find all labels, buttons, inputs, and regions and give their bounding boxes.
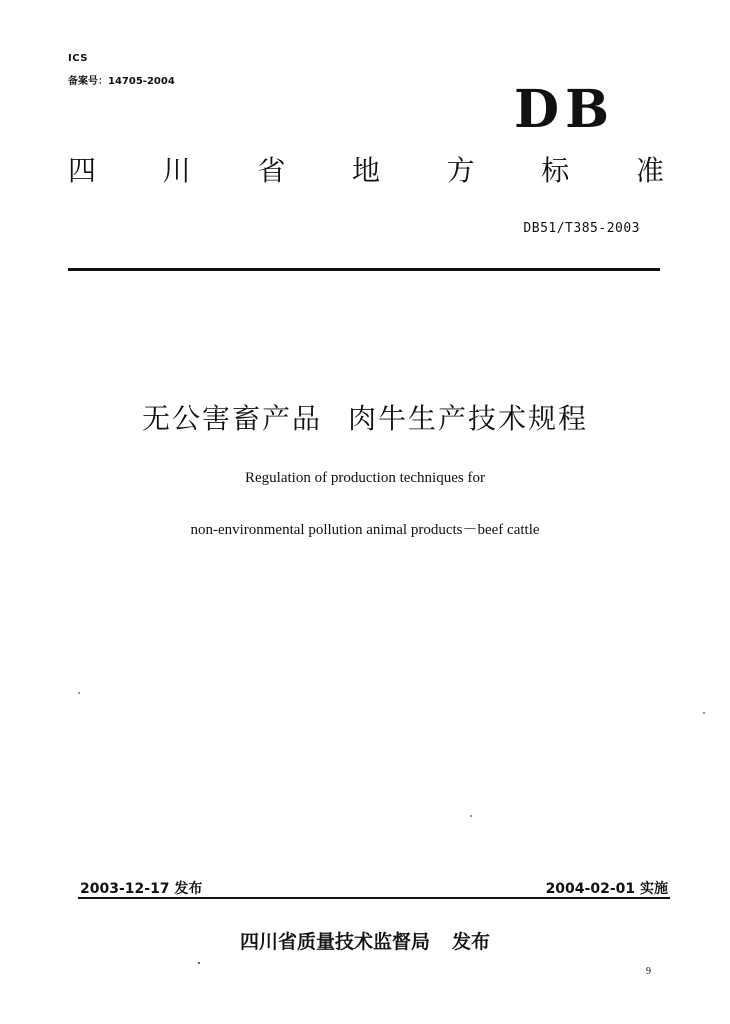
issue-date: 2003-12-17 发布: [80, 881, 203, 897]
standard-type-char: 川: [162, 154, 191, 187]
standard-type-char: 方: [446, 154, 475, 187]
scan-speck: [470, 815, 472, 817]
db-mark: DB: [514, 79, 616, 140]
footer-divider: [78, 897, 670, 899]
english-title-line1: Regulation of production techniques for: [245, 470, 485, 486]
chinese-title-part1: 无公害畜产品: [141, 402, 322, 435]
issue-word: 发布: [452, 931, 491, 953]
issuer-name: 四川省质量技术监督局: [239, 931, 430, 953]
standard-type-heading: [68, 154, 664, 187]
standard-type-char: 省: [257, 154, 286, 187]
page-number: 9: [646, 966, 651, 977]
chinese-title-part2: 肉牛生产技术规程: [348, 402, 589, 435]
header-divider: [68, 268, 660, 271]
scan-speck: [198, 962, 200, 964]
standard-type-char: 标: [541, 154, 570, 187]
ics-label: ICS: [68, 53, 88, 64]
scan-speck: [703, 712, 705, 714]
standard-type-char: 四: [68, 154, 97, 187]
standard-type-char: 地: [351, 154, 380, 187]
standard-number: DB51/T385-2003: [523, 221, 640, 236]
issuer-line: [0, 927, 730, 954]
chinese-title: [0, 402, 730, 435]
implementation-date: 2004-02-01 实施: [545, 881, 668, 897]
scan-speck: [78, 692, 80, 694]
english-title-line2: non-environmental pollution animal products－beef cattle: [190, 522, 540, 538]
record-number: 备案号：14705-2004: [68, 76, 175, 87]
standard-type-char: 准: [635, 154, 664, 187]
